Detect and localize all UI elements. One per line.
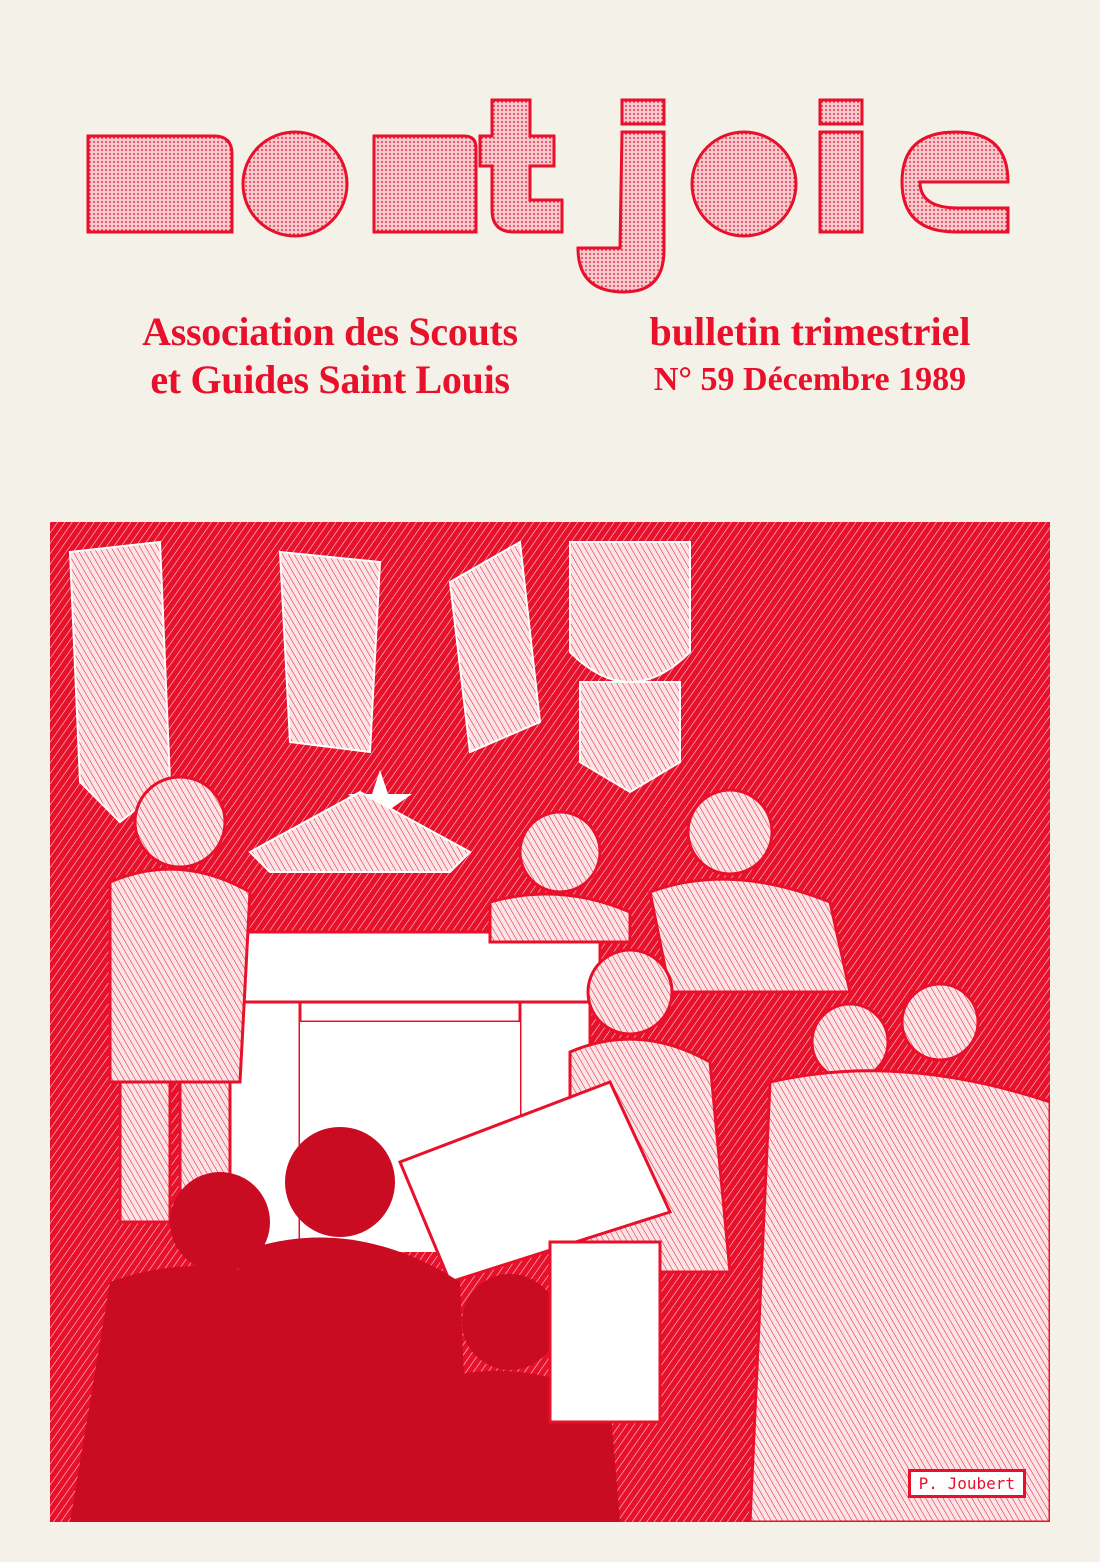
masthead-logo xyxy=(84,96,1014,296)
association-line1: Association des Scouts xyxy=(142,309,518,354)
association-line2: et Guides Saint Louis xyxy=(150,357,510,402)
bulletin-type: bulletin trimestriel xyxy=(649,309,971,354)
illustration-artwork xyxy=(50,522,1050,1522)
issue-number: N° 59 Décembre 1989 xyxy=(653,361,967,398)
artist-signature: P. Joubert xyxy=(908,1469,1026,1498)
association-name xyxy=(80,308,580,404)
issue-info xyxy=(600,308,1020,404)
cover-illustration xyxy=(50,522,1050,1522)
